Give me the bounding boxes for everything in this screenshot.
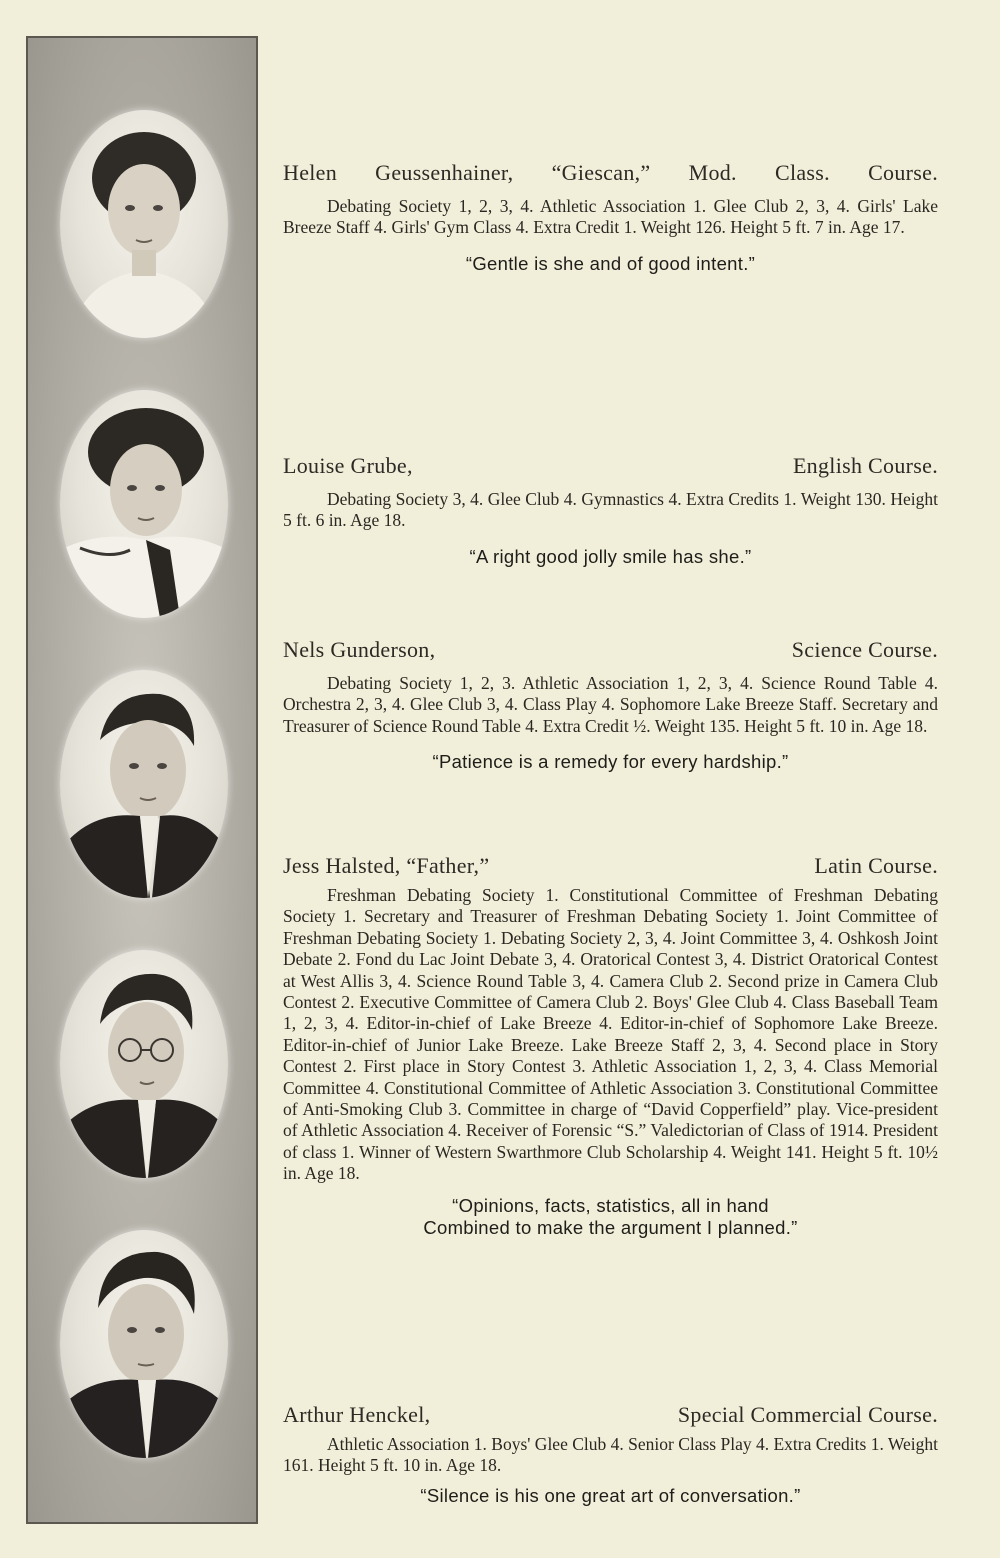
- portrait-helen: [60, 110, 228, 338]
- student-course: Science Course.: [791, 637, 938, 662]
- portrait-louise: [60, 390, 228, 618]
- student-course: English Course.: [792, 453, 938, 478]
- entry-jess: [283, 853, 938, 1239]
- motto-line: “Patience is a remedy for every hardship.”: [432, 751, 789, 773]
- student-course: Special Commercial Course.: [677, 1402, 938, 1427]
- portrait-nels: [60, 670, 228, 898]
- student-name: Louise Grube,: [283, 453, 413, 478]
- student-activities: Debating Society 1, 2, 3. Athletic Association 1, 2, 3, 4. Science Round Table 4. Orchestra 2, 3, 4. Glee Club 3, 4. Class Play 4. Sophomore Lake Breeze Staff. Secretary and Treasurer of Science Round Table 4. Extra Credit ½. Weight 135. Height 5 ft. 10 in. Age 18.: [283, 673, 938, 736]
- student-activities: Debating Society 1, 2, 3, 4. Athletic Association 1. Glee Club 2, 3, 4. Girls' Lake Breeze Staff 4. Girls' Gym Class 4. Extra Credit 1. Weight 126. Height 5 ft. 7 in. Age 17.: [283, 196, 938, 238]
- portrait-strip: [26, 36, 258, 1524]
- entry-louise: [283, 453, 938, 568]
- entry-heading: [283, 160, 938, 186]
- student-motto: [283, 546, 938, 568]
- student-motto: [283, 1485, 938, 1507]
- entry-heading: [283, 637, 938, 663]
- motto-line: “Opinions, facts, statistics, all in hand: [452, 1194, 769, 1216]
- student-name: Helen Geussenhainer, “Giescan,” Mod. Class. Course.: [283, 160, 938, 185]
- motto-line: Combined to make the argument I planned.”: [423, 1216, 798, 1238]
- entry-nels: [283, 637, 938, 773]
- entry-heading: [283, 453, 938, 479]
- student-name: Nels Gunderson,: [283, 637, 436, 662]
- student-activities: Debating Society 3, 4. Glee Club 4. Gymnastics 4. Extra Credits 1. Weight 130. Height 5 ft. 6 in. Age 18.: [283, 489, 938, 531]
- motto-line: “A right good jolly smile has she.”: [469, 545, 752, 567]
- portrait-arthur: [60, 1230, 228, 1458]
- motto-line: “Gentle is she and of good intent.”: [465, 252, 756, 274]
- student-activities: Freshman Debating Society 1. Constitutional Committee of Freshman Debating Society 1. Secretary and Treasurer of Freshman Debating Society 1. Joint Committee of Freshman Debating Society 1. Debating Society 2, 3, 4. Joint Committee 3, 4. Oshkosh Joint Debate 2. Fond du Lac Joint Debate 3, 4. Oratorical Contest 3, 4. District Oratorical Contest at West Allis 3, 4. Science Round Table 3, 4. Camera Club 2. Second prize in Camera Club Contest 2. Executive Committee of Camera Club 2. Boys' Glee Club 4. Class Baseball Team 1, 2, 3, 4. Editor-in-chief of Lake Breeze 4. Editor-in-chief of Sophomore Lake Breeze. Editor-in-chief of Junior Lake Breeze. Lake Breeze Staff 2, 3, 4. Second place in Story Contest 2. First place in Story Contest 3. Athletic Association 1, 2, 3, 4. Class Memorial Committee 4. Constitutional Committee of Athletic Association 3. Constitutional Committee of Anti-Smoking Club 3. Committee in charge of “David Copperfield” play. Vice-president of Athletic Association 4. Receiver of Forensic “S.” Valedictorian of Class of 1914. President of class 1. Winner of Western Swarthmore Club Scholarship 4. Weight 141. Height 5 ft. 10½ in. Age 18.: [283, 885, 938, 1184]
- student-motto: [283, 1195, 938, 1239]
- student-motto: [283, 751, 938, 773]
- student-activities: Athletic Association 1. Boys' Glee Club 4. Senior Class Play 4. Extra Credits 1. Weight 161. Height 5 ft. 10 in. Age 18.: [283, 1434, 938, 1476]
- entry-helen: [283, 160, 938, 275]
- motto-line: “Silence is his one great art of conversation.”: [420, 1484, 801, 1506]
- student-name: Arthur Henckel,: [283, 1402, 431, 1427]
- portrait-jess: [60, 950, 228, 1178]
- student-course: Latin Course.: [814, 853, 938, 878]
- entry-arthur: [283, 1402, 938, 1507]
- entry-heading: [283, 853, 938, 879]
- student-name: Jess Halsted, “Father,”: [283, 853, 490, 878]
- entry-heading: [283, 1402, 938, 1428]
- student-motto: [283, 253, 938, 275]
